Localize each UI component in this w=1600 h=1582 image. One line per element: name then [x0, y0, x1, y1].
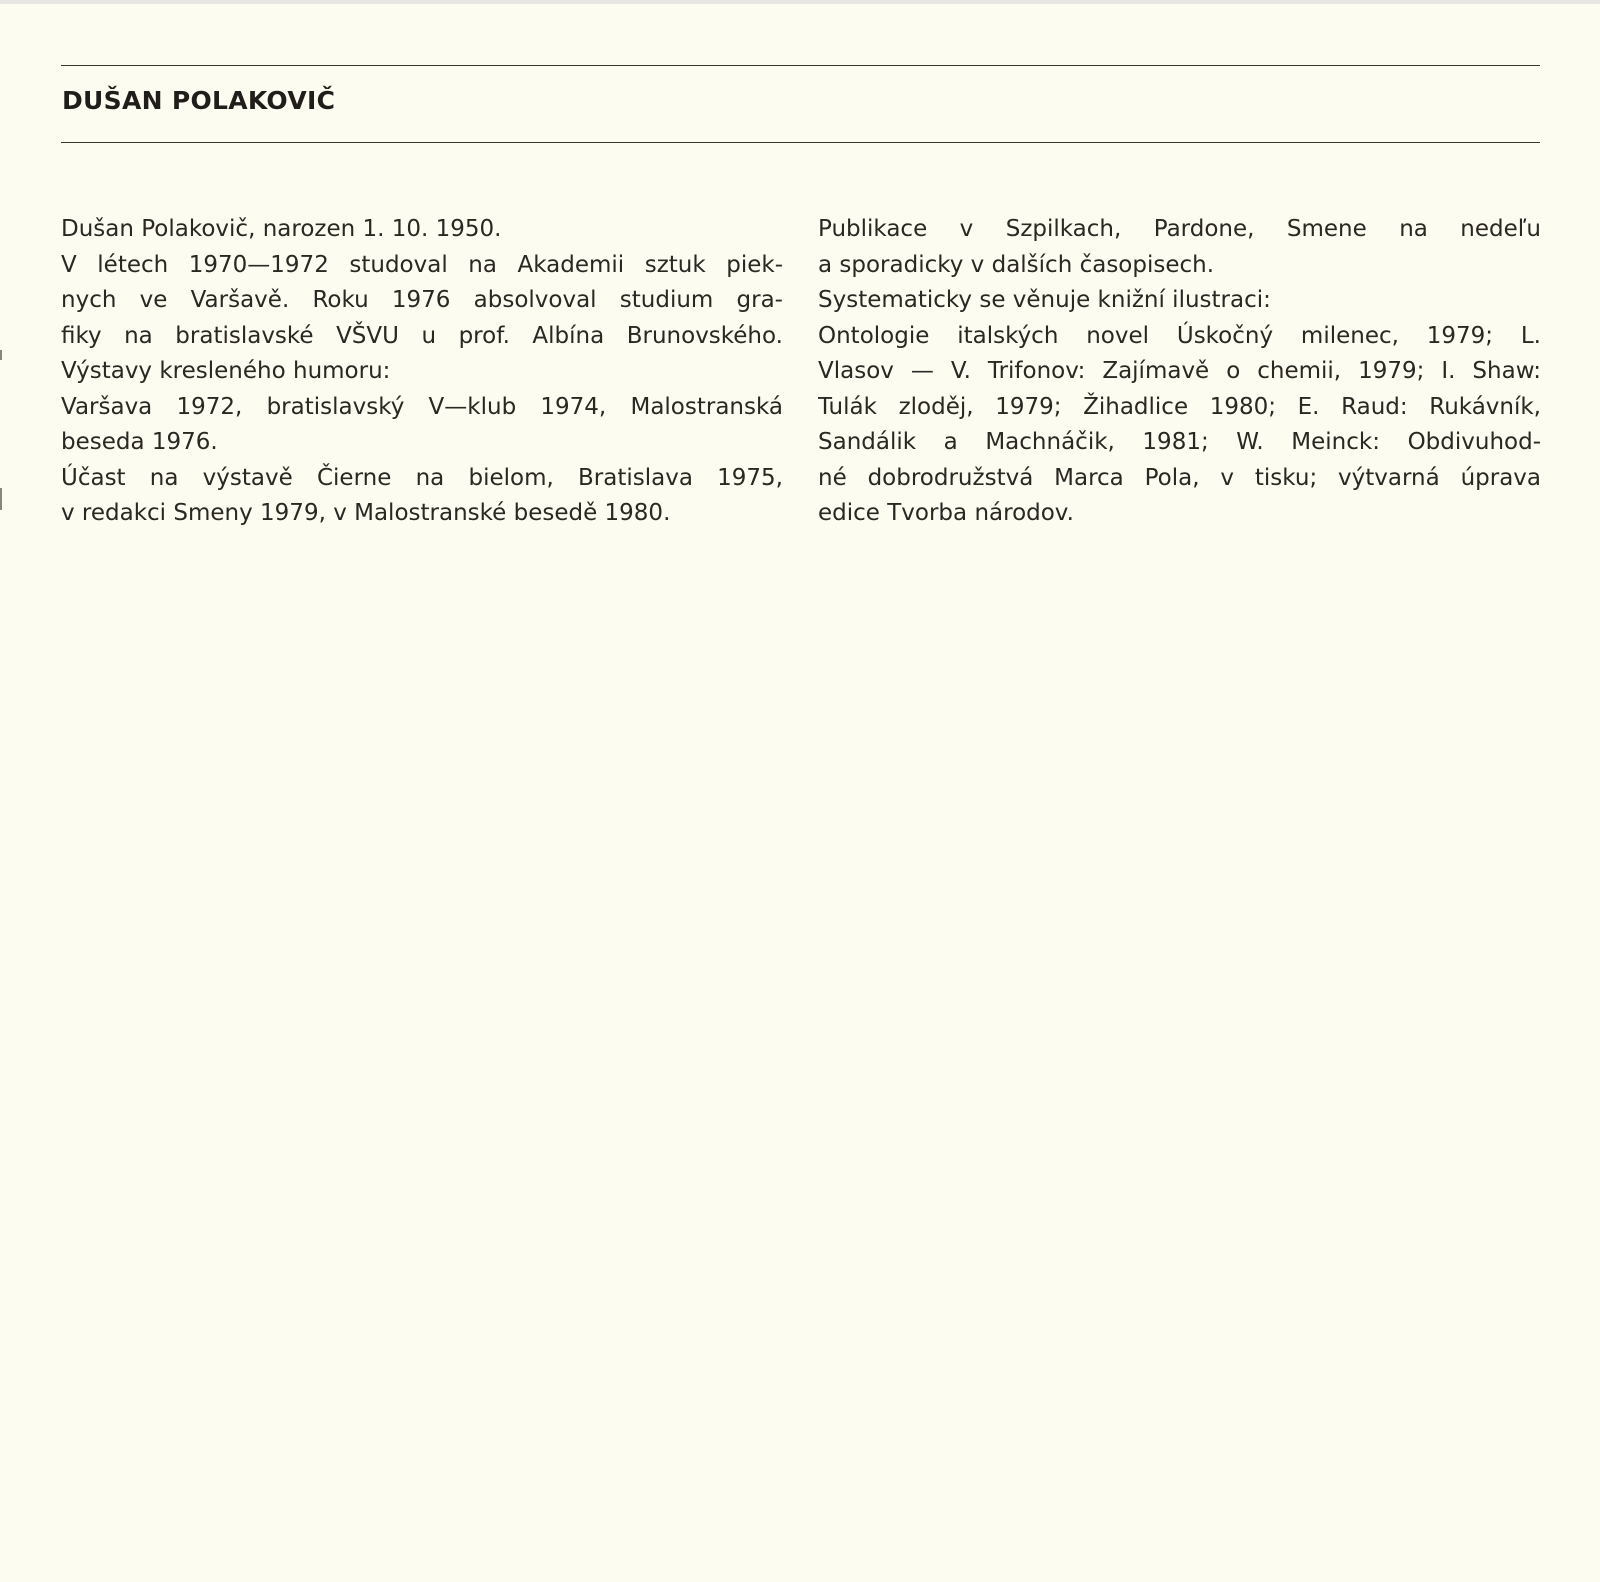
text-line: Publikace v Szpilkach, Pardone, Smene na nedeľu: [818, 216, 1541, 242]
page-top-edge: [0, 0, 1600, 4]
page-edge-mark: [0, 488, 2, 510]
text-line: né dobrodružstvá Marca Pola, v tisku; výtvarná úprava: [818, 464, 1541, 491]
text-line: beseda 1976.: [61, 429, 218, 455]
publications-column: [818, 212, 1541, 532]
text-line: Vlasov — V. Trifonov: Zajímavě o chemii, 1979; I. Shaw:: [818, 358, 1541, 384]
text-line: Varšava 1972, bratislavský V—klub 1974, Malostranská: [61, 393, 783, 420]
text-line: Sandálik a Machnáčik, 1981; W. Meinck: Obdivuhod-: [818, 429, 1541, 455]
text-line: nych ve Varšavě. Roku 1976 absolvoval studium gra-: [61, 287, 783, 313]
text-line: v redakci Smeny 1979, v Malostranské besedě 1980.: [61, 500, 671, 526]
page-title: DUŠAN POLAKOVIČ: [62, 86, 336, 115]
text-line: Účast na výstavě Čierne na bielom, Bratislava 1975,: [61, 464, 783, 491]
text-line: a sporadicky v dalších časopisech.: [818, 251, 1215, 278]
text-line: fiky na bratislavské VŠVU u prof. Albína Brunovského.: [61, 322, 783, 349]
text-line: Dušan Polakovič, narozen 1. 10. 1950.: [61, 216, 502, 242]
heading-rule-bottom: [61, 142, 1540, 143]
text-line: V létech 1970—1972 studoval na Akademii sztuk piek-: [61, 251, 783, 278]
heading-rule-top: [61, 65, 1540, 66]
text-line: edice Tvorba národov.: [818, 500, 1074, 526]
text-line: Výstavy kresleného humoru:: [61, 358, 391, 384]
biography-column: [61, 212, 783, 532]
text-line: Tulák zloděj, 1979; Žihadlice 1980; E. Raud: Rukávník,: [818, 393, 1541, 420]
text-line: Ontologie italských novel Úskočný milenec, 1979; L.: [818, 322, 1541, 349]
text-line: Systematicky se věnuje knižní ilustraci:: [818, 287, 1271, 313]
page-edge-mark: [0, 350, 2, 360]
